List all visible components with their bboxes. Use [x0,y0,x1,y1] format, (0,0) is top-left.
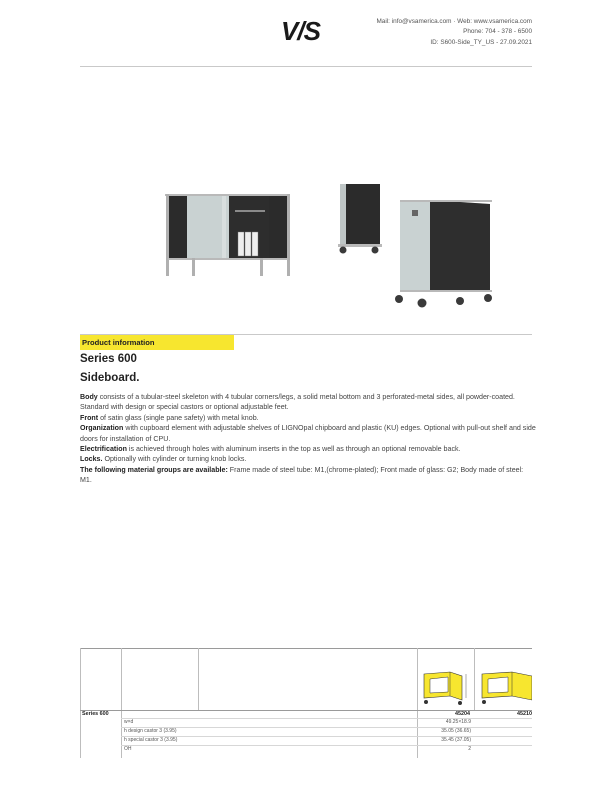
table-left-border [80,648,81,758]
description-label: Locks. [80,455,103,464]
description-text: is achieved through holes with aluminum inserts in the top as well as through an optional removable back. [126,445,461,454]
description-label: Front [80,413,99,422]
description-text: Frame made of steel tube: M1,(chrome-plated); Front made of glass: G2; Body made of steel: M1. [80,465,524,485]
contact-mail-web: Mail: info@vsamerica.com · Web: www.vsamerica.com [376,18,532,25]
product-photos [160,180,500,315]
description-paragraph [80,423,536,444]
vs-logo [281,16,331,44]
series-label-cell: Series 600 [82,711,109,717]
contact-info [376,17,532,48]
description-paragraph [80,454,536,464]
description-label: Organization [80,424,124,433]
code-45210: 45210 [517,711,532,717]
header-divider [80,66,532,67]
description-paragraph [80,444,536,454]
description-paragraph [80,465,536,486]
table-top-border [80,648,532,649]
spec-table [80,648,532,758]
row-label: OH [124,746,132,752]
description-label: The following material groups are available: [80,465,228,474]
product-title: Sideboard. [80,372,140,384]
description-label: Electrification [80,445,127,454]
product-thumbnail-45204 [420,664,470,706]
description-label: Body [80,393,98,401]
product-description [80,392,536,486]
series-title: Series 600 [80,353,137,365]
table-col-divider [198,648,199,710]
row-label: h design castor 3 (3.95) [124,728,177,734]
product-thumbnail-45210 [478,664,532,706]
row-value: 49.25×18.9 [445,719,471,725]
table-col-divider [474,648,475,710]
description-paragraph [80,413,536,423]
row-label: h special castor 3 (3.95) [124,737,178,743]
svg-text:V/S: V/S [281,16,320,44]
sideboard-angled-image [395,200,492,308]
row-label: w×d [124,719,134,725]
table-col-divider [121,648,122,758]
row-value: 35.05 (36.65) [441,728,471,734]
pedestal-image [338,184,382,254]
row-value: 2 [468,746,471,752]
description-text: of satin glass (single pane safety) with metal knob. [98,413,259,422]
description-paragraph [80,392,536,413]
description-text: with cupboard element with adjustable shelves of LIGNOpal chipboard and plastic (KU) edges. Optional with pull-out shelf and side doors for installation of CPU. [80,424,536,443]
description-text: Optionally with cylinder or turning knob locks. [102,455,247,464]
description-text: consists of a tubular-steel skeleton with 4 tubular corners/legs, a solid metal bottom and 3 perforated-metal sides, all powder-coated. Standard with design or special castors or optional adjustable feet. [80,393,515,412]
section-label: Product information [80,335,234,350]
code-45204: 45204 [455,711,470,717]
row-value: 35.45 (37.05) [441,737,471,743]
sideboard-front-image [165,194,290,276]
contact-phone: Phone: 704 - 378 - 6500 [463,28,532,36]
document-id: ID: S600-Side_TY_US - 27.09.2021 [430,38,532,46]
